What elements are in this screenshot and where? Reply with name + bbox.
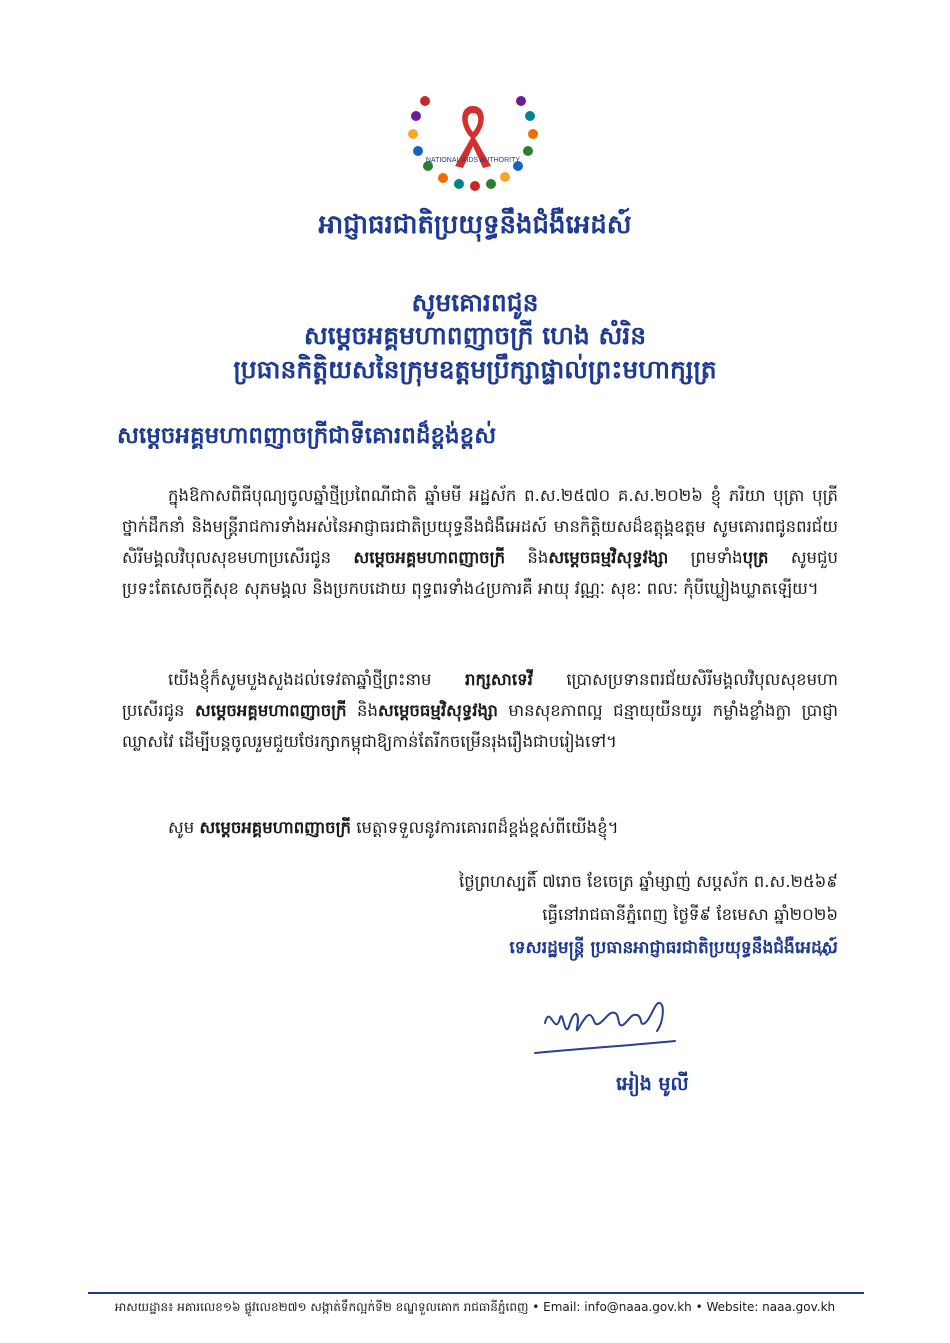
salutation: សម្តេចអគ្គមហាពញាចក្រីជាទីគោរពដ៏ខ្ពង់ខ្ពស់: [117, 422, 497, 449]
naa-logo: [393, 76, 553, 196]
signer-name: អៀង មូលី: [616, 1073, 689, 1095]
p2-text-c: ប្រោសប្រទានពរជ័យសិរីមង្គលវិបុលសុខមហាប្រសើរជូន: [122, 670, 838, 720]
p2-text-a: យើងខ្ញុំក៏សូមបួងសួងដល់ទេវតាឆ្នាំថ្មីព្រះនាម: [168, 670, 466, 689]
p3-text-a: សូម: [168, 818, 200, 837]
date-lunar: ថ្ងៃព្រហស្បតិ៍ ៧រោច ខែចេត្រ ឆ្នាំម្សាញ់ សប្តស័ក ព.ស.២៥៦៩: [458, 872, 838, 891]
p1-text-d: ព្រមទាំង: [668, 548, 743, 567]
p1-bold-3: បុត្រ: [742, 548, 769, 567]
signer-title: ទេសរដ្ឋមន្ត្រី ប្រធានអាជ្ញាធរជាតិប្រយុទ្ធនឹងជំងឺអេដស៍: [509, 938, 838, 958]
p1-text-c: និង: [505, 548, 549, 567]
logo-text: NATIONAL AIDS AUTHORITY: [425, 157, 521, 164]
p3-text-c: មេត្តាទទួលនូវការគោរពដ៏ខ្ពង់ខ្ពស់ពីយើងខ្ញុំ។: [350, 818, 619, 837]
organization-name: អាជ្ញាធរជាតិប្រយុទ្ធនឹងជំងឺអេដស៍: [318, 210, 632, 240]
paragraph-2: [122, 664, 838, 757]
p1-text-e: សូមជួបប្រទះតែសេចក្តីសុខ សុភមង្គល និងប្រកបដោយ ពុទ្ធពរទាំង៤ប្រការគឺ អាយុ វណ្ណៈ សុខៈ ពលៈ កុំបីឃ្លៀងឃ្លាតឡើយ។: [122, 548, 838, 598]
p1-text-a: ក្នុងឱកាសពិធីបុណ្យចូលឆ្នាំថ្មីប្រពៃណីជាតិ ឆ្នាំមមី អដ្ឋស័ក ព.ស.២៥៧០ គ.ស.២០២៦ ខ្ញុំ ភរិយា បុត្រា បុត្រី ថ្នាក់ដឹកនាំ និងមន្ត្រីរាជការទាំងអស់នៃអាជ្ញាធរជាតិប្រយុទ្ធនឹងជំងឺអេដស៍ មានកិត្តិយសដ៏ឧត្តុង្គឧត្តម សូមគោរពជូនពរជ័យសិរីមង្គលវិបុលសុខមហាប្រសើរជូន: [122, 486, 838, 567]
p3-bold-1: សម្តេចអគ្គមហាពញាចក្រី: [199, 818, 351, 837]
footer: [0, 1299, 950, 1317]
paragraph-1: [122, 480, 838, 604]
p2-text-e: មានសុខភាពល្អ ជន្មាយុយឺនយូរ កម្លាំងខ្លាំងក្លា ប្រាជ្ញាឈ្លាសវៃ ដើម្បីបន្តចូលរួមជួយថែរក្សាកម្ពុជាឱ្យកាន់តែរីកចម្រើនរុងរឿងជាបរៀងទៅ។: [122, 701, 839, 751]
footer-divider: [88, 1292, 864, 1294]
p1-bold-2: សម្តេចធម្មវិសុទ្ធវង្សា: [548, 548, 669, 567]
date-solar: ធ្វើនៅរាជធានីភ្នំពេញ ថ្ងៃទី៩ ខែមេសា ឆ្នាំ២០២៦: [542, 905, 838, 924]
addressee-title: ប្រធានកិត្តិយសនៃក្រុមឧត្តមប្រឹក្សាផ្ទាល់ព្រះមហាក្សត្រ: [233, 355, 717, 384]
p2-bold-3: សម្តេចធម្មវិសុទ្ធវង្សា: [378, 701, 498, 720]
addressee-greeting: សូមគោរពជូន: [411, 288, 539, 317]
p2-bold-1: រាក្សសាទេវី: [465, 670, 533, 689]
p2-bold-2: សម្តេចអគ្គមហាពញាចក្រី: [195, 701, 347, 720]
footer-address: អាសយដ្ឋាន៖ អគារលេខ១៦ ផ្លូវលេខ២៧១ សង្កាត់ទឹកល្អក់ទី២ ខណ្ឌទួលគោក រាជធានីភ្នំពេញ: [114, 1300, 529, 1314]
p1-bold-1: សម្តេចអគ្គមហាពញាចក្រី: [353, 548, 506, 567]
footer-website: • Website: naaa.gov.kh: [695, 1300, 836, 1314]
p2-text-d: និង: [346, 701, 378, 720]
paragraph-3: [122, 812, 838, 843]
footer-email: • Email: info@naaa.gov.kh: [532, 1300, 692, 1314]
addressee-name: សម្តេចអគ្គមហាពញាចក្រី ហេង សំរិន: [303, 321, 647, 350]
initial-mark: [818, 944, 838, 960]
signature-image: [525, 983, 685, 1063]
